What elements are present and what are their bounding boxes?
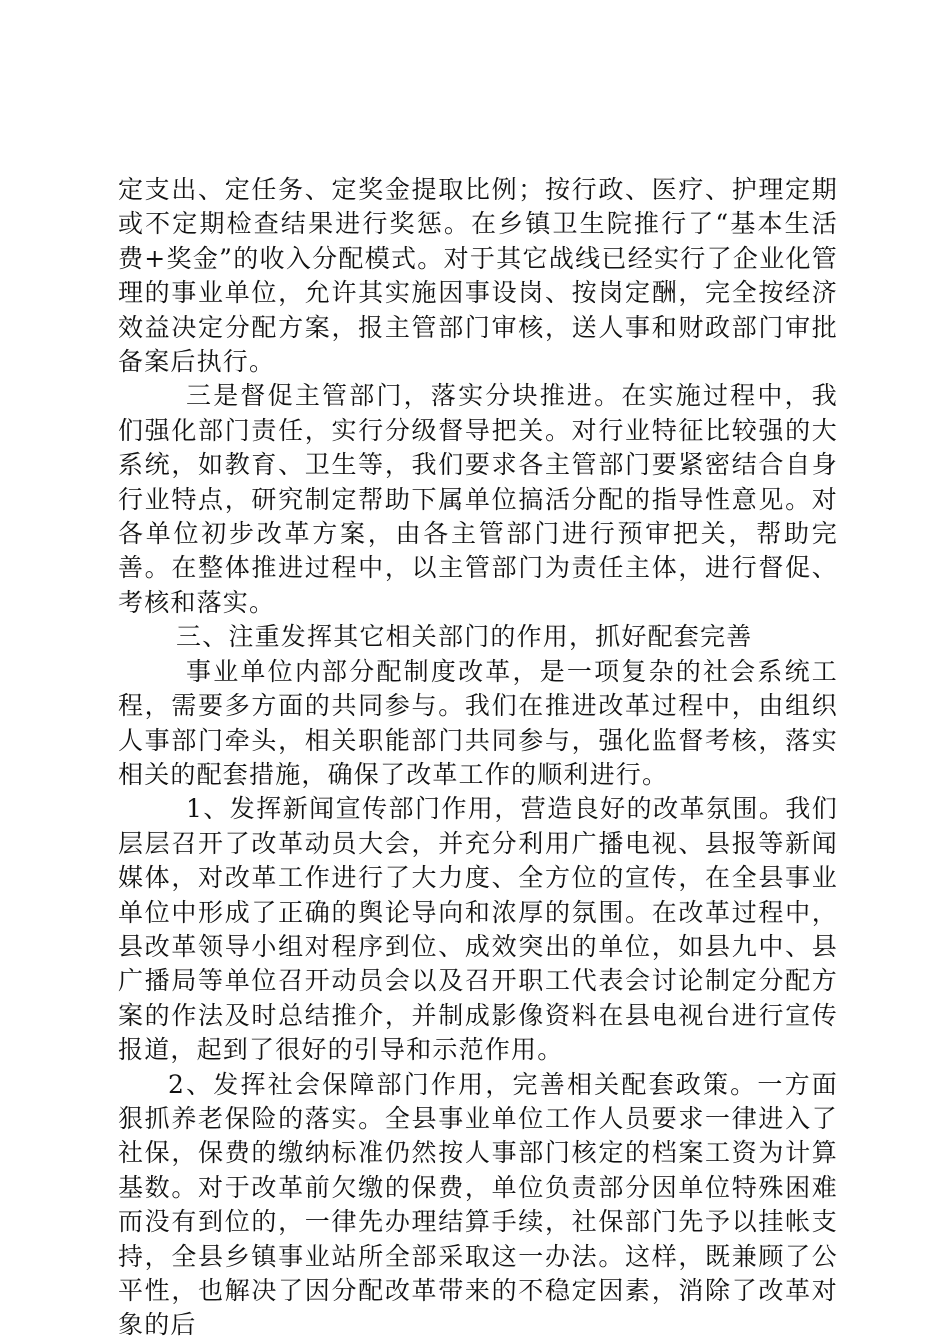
paragraph-news-publicity: 1、发挥新闻宣传部门作用，营造良好的改革氛围。我们层层召开了改革动员大会，并充分利用广播电视、县报等新闻媒体，对改革工作进行了大力度、全方位的宣传，在全县事业单位中形成了正确的舆论导向和浓厚的氛围。在改革过程中，县改革领导小组对程序到位、成效突出的单位，如县九中、县广播局等单位召开动员会以及召开职工代表会讨论制定分配方案的作法及时总结推介，并制成影像资料在县电视台进行宣传报道，起到了很好的引导和示范作用。 (118, 794, 838, 1065)
paragraph-continuation: 定支出、定任务、定奖金提取比例；按行政、医疗、护理定期或不定期检查结果进行奖惩。在乡镇卫生院推行了“基本生活费+奖金”的收入分配模式。对于其它战线已经实行了企业化管理的事业单位，允许其实施因事设岗、按岗定酬，完全按经济效益决定分配方案，报主管部门审核，送人事和财政部门审批备案后执行。 (118, 175, 838, 377)
paragraph-reform-overview: 事业单位内部分配制度改革，是一项复杂的社会系统工程，需要多方面的共同参与。我们在推进改革过程中，由组织人事部门牵头，相关职能部门共同参与，强化监督考核，落实相关的配套措施，确保了改革工作的顺利进行。 (118, 656, 838, 789)
body-text (118, 173, 838, 1343)
section-heading-three: 三、注重发挥其它相关部门的作用，抓好配套完善 (176, 622, 753, 652)
paragraph-social-security: 2、发挥社会保障部门作用，完善相关配套政策。一方面狠抓养老保险的落实。全县事业单位工作人员要求一律进入了社保，保费的缴纳标准仍然按人事部门核定的档案工资为计算基数。对于改革前欠缴的保费，单位负责部分因单位特殊困难而没有到位的，一律先办理结算手续，社保部门先予以挂帐支持，全县乡镇事业站所全部采取这一办法。这样，既兼顾了公平性，也解决了因分配改革带来的不稳定因素，消除了改革对象的后 (118, 1069, 838, 1340)
paragraph-supervise-departments: 三是督促主管部门，落实分块推进。在实施过程中，我们强化部门责任，实行分级督导把关。对行业特征比较强的大系统，如教育、卫生等，我们要求各主管部门要紧密结合自身行业特点，研究制定帮助下属单位搞活分配的指导性意见。对各单位初步改革方案，由各主管部门进行预审把关，帮助完善。在整体推进过程中，以主管部门为责任主体，进行督促、考核和落实。 (118, 381, 838, 617)
